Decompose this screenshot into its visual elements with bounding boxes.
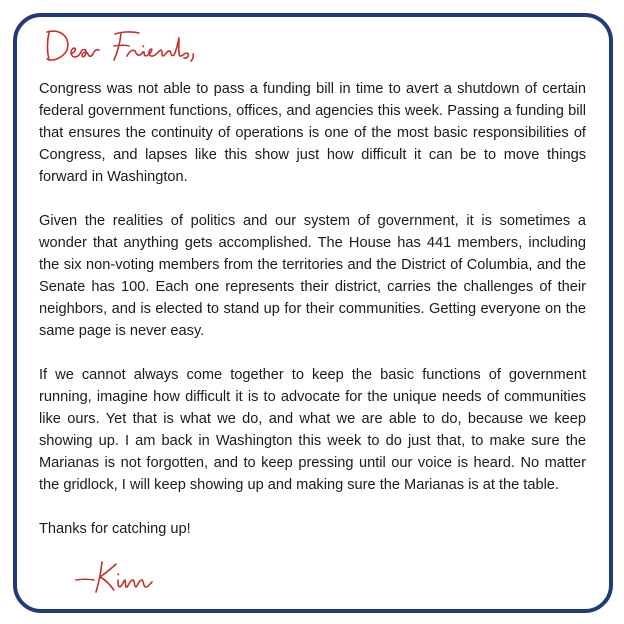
signature-script [72, 554, 172, 596]
closing-line: Thanks for catching up! [39, 521, 191, 537]
paragraph-1: Congress was not able to pass a funding bill in time to avert a shutdown of certain federal government functions, offices, and agencies this week. Passing a funding bill that ensures the continuity of operations is one of the most basic responsibilities of Congress, and lapses like this show just how difficult it can be to move things forward in Washington. [39, 81, 586, 185]
paragraph-3: If we cannot always come together to keep the basic functions of government running, imagine how difficult it is to advocate for the unique needs of communities like ours. Yet that is what we do, and what we are able to do, because we keep showing up. I am back in Washington this week to do just that, to make sure the Marianas is not forgotten, and to keep pressing until our voice is heard. No matter the gridlock, I will keep showing up and making sure the Marianas is at the table. [39, 367, 586, 493]
letter-body [39, 78, 586, 562]
paragraph-2: Given the realities of politics and our system of government, it is sometimes a wonder that anything gets accomplished. The House has 441 members, including the six non-voting members from the territories and the District of Columbia, and the Senate has 100. Each one represents their district, carries the challenges of their neighbors, and is elected to stand up for their communities. Getting everyone on the same page is never easy. [39, 213, 586, 339]
greeting-script [41, 24, 201, 68]
